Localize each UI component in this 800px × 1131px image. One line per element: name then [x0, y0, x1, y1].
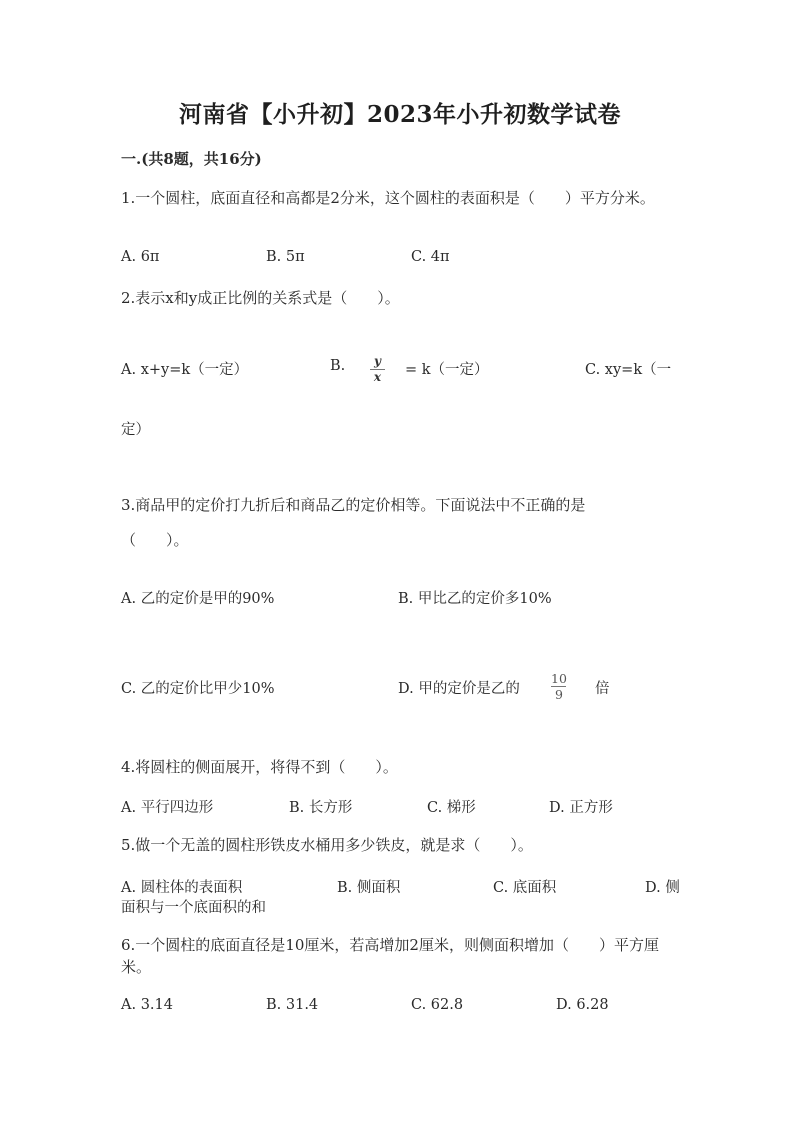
question-4-option-a: A. 平行四边形: [121, 800, 214, 816]
question-3-option-d-suffix: 倍: [595, 681, 610, 697]
question-4-option-c: C. 梯形: [427, 800, 476, 816]
question-2-option-c: C. xy=k（一: [585, 362, 672, 378]
question-4-text: 4.将圆柱的侧面展开，将得不到（ ）。: [121, 758, 398, 776]
question-5-option-d-continued: 面积与一个底面积的和: [121, 900, 266, 916]
question-5-option-d: D. 侧: [645, 880, 680, 896]
fraction-numerator: 10: [551, 671, 567, 686]
question-6-text: 6.一个圆柱的底面直径是10厘米，若高增加2厘米，则侧面积增加（ ）平方厘米。: [121, 936, 659, 976]
question-3-option-a: A. 乙的定价是甲的90%: [121, 591, 275, 607]
question-3-text-continued: （ ）。: [121, 531, 189, 549]
question-2-option-b-fraction: [370, 355, 385, 384]
question-1-option-c: C. 4π: [411, 249, 450, 265]
question-3-option-c: C. 乙的定价比甲少10%: [121, 681, 275, 697]
question-5-option-b: B. 侧面积: [337, 880, 401, 896]
question-3-option-d-fraction: [551, 672, 567, 701]
fraction-numerator: y: [374, 354, 381, 368]
question-6-option-c: C. 62.8: [411, 997, 464, 1013]
question-4-option-b: B. 长方形: [289, 800, 353, 816]
question-2-option-a: A. x+y=k（一定）: [121, 362, 249, 378]
question-2-option-b-label: B.: [330, 358, 346, 374]
question-2-option-c-continued: 定）: [121, 422, 150, 438]
question-6-option-d: D. 6.28: [556, 997, 609, 1013]
fraction-denominator: x: [373, 370, 382, 384]
question-3-text: 3.商品甲的定价打九折后和商品乙的定价相等。下面说法中不正确的是: [121, 496, 586, 514]
page-title: 河南省【小升初】2023年小升初数学试卷: [178, 101, 621, 128]
fraction-denominator: 9: [554, 687, 563, 702]
question-1-option-b: B. 5π: [266, 249, 305, 265]
question-1-text: 1.一个圆柱，底面直径和高都是2分米，这个圆柱的表面积是（ ）平方分米。: [121, 189, 655, 207]
question-3-option-d-label: D. 甲的定价是乙的: [398, 681, 520, 697]
question-5-text: 5.做一个无盖的圆柱形铁皮水桶用多少铁皮，就是求（ ）。: [121, 836, 533, 854]
question-6-option-b: B. 31.4: [266, 997, 319, 1013]
question-2-option-b-expression: = k（一定）: [405, 362, 489, 378]
question-5-option-c: C. 底面积: [493, 880, 557, 896]
question-4-option-d: D. 正方形: [549, 800, 613, 816]
section-heading: 一.(共8题，共16分): [121, 150, 262, 168]
question-5-option-a: A. 圆柱体的表面积: [121, 880, 243, 896]
question-3-option-b: B. 甲比乙的定价多10%: [398, 591, 552, 607]
question-1-option-a: A. 6π: [121, 249, 160, 265]
question-6-option-a: A. 3.14: [121, 997, 173, 1013]
question-2-text: 2.表示x和y成正比例的关系式是（ ）。: [121, 289, 400, 307]
